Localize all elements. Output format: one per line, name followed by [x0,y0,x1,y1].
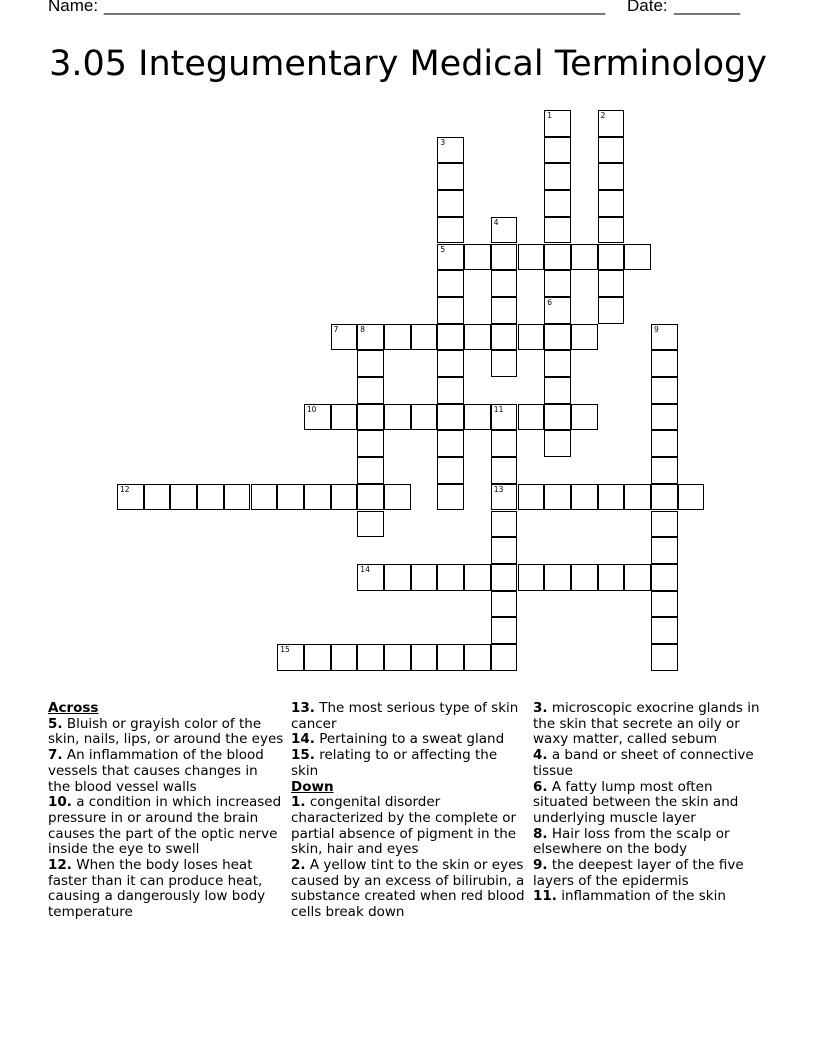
cell-number: 10 [306,404,317,414]
cell-number: 11 [493,404,504,414]
cell-number: 1 [547,111,552,120]
crossword-cell[interactable] [304,484,331,511]
crossword-cell[interactable] [437,324,464,351]
cell-number: 4 [493,217,499,227]
crossword-cell[interactable] [170,484,197,511]
crossword-cell[interactable] [437,270,464,297]
crossword-cell[interactable] [571,404,598,431]
crossword-cell[interactable] [411,644,438,671]
date-field-line[interactable]: _______ [674,0,741,15]
crossword-cell[interactable] [598,244,625,271]
clue-number: 13. [291,700,315,716]
clue-text: An inflammation of the blood vessels that causes changes in the blood vessel walls [48,747,264,795]
crossword-cell[interactable] [144,484,171,511]
page-title: 3.05 Integumentary Medical Terminology [49,44,767,84]
crossword-cell[interactable] [651,404,678,431]
crossword-cell[interactable] [491,430,518,457]
crossword-cell[interactable] [491,217,518,244]
crossword-cell[interactable] [331,644,358,671]
crossword-cell[interactable] [544,163,571,190]
crossword-cell[interactable] [651,564,678,591]
crossword-cell[interactable] [678,484,705,511]
crossword-cell[interactable] [544,430,571,457]
crossword-cell[interactable] [624,244,651,271]
crossword-cell[interactable] [437,190,464,217]
clue-text: congenital disorder characterized by the complete or partial absence of pigment in the skin, hair and eyes [291,794,517,858]
clue-across-12 [48,858,284,921]
clue-text: microscopic exocrine glands in the skin that secrete an oily or waxy matter, called sebum [533,700,760,748]
clue-number: 1. [291,794,306,811]
crossword-cell[interactable] [651,644,678,671]
crossword-cell[interactable] [197,484,224,511]
crossword-cell[interactable] [651,350,678,377]
crossword-cell[interactable] [464,324,491,351]
crossword-cell[interactable] [598,163,625,190]
crossword-cell[interactable] [571,324,598,351]
crossword-cell[interactable] [357,484,384,511]
clue-down-8 [533,827,769,858]
crossword-cell[interactable] [491,564,518,591]
crossword-cell[interactable] [357,564,384,591]
crossword-cell[interactable] [544,190,571,217]
crossword-cell[interactable] [598,137,625,164]
crossword-cell[interactable] [437,564,464,591]
crossword-cell[interactable] [251,484,278,511]
clue-down-9 [533,858,769,889]
clue-across-10 [48,795,284,858]
crossword-cell[interactable] [598,484,625,511]
clue-across-13 [291,701,527,732]
crossword-cell[interactable] [357,350,384,377]
clue-down-6 [533,780,769,827]
clue-number: 3. [533,700,548,716]
name-label: Name: [48,0,99,15]
crossword-cell[interactable] [518,324,545,351]
crossword-cell[interactable] [571,244,598,271]
crossword-cell[interactable] [651,377,678,404]
clue-number: 5. [48,715,63,732]
crossword-cell[interactable] [651,430,678,457]
clue-down-11 [533,889,769,905]
crossword-cell[interactable] [544,350,571,377]
clue-text: Hair loss from the scalp or elsewhere on the body [533,825,730,858]
crossword-cell[interactable] [357,457,384,484]
cell-number: 6 [547,297,552,307]
crossword-cell[interactable] [598,270,625,297]
crossword-cell[interactable] [437,217,464,244]
clue-across-14 [291,732,527,748]
crossword-cell[interactable] [277,484,304,511]
crossword-cell[interactable] [437,457,464,484]
crossword-cell[interactable] [491,591,518,618]
clue-text: the deepest layer of the five layers of the epidermis [533,857,744,889]
crossword-cell[interactable] [437,377,464,404]
crossword-cell[interactable] [304,404,331,431]
crossword-cell[interactable] [491,644,518,671]
cell-number: 14 [360,564,370,574]
clue-text: When the body loses heat faster than it can produce heat, causing a dangerously low body temperature [48,857,266,921]
crossword-cell[interactable] [651,511,678,538]
cell-number: 3 [440,137,446,147]
crossword-cell[interactable] [571,484,598,511]
clue-text: a condition in which increased pressure in or around the brain causes the part of the optic nerve inside the eye to swell [48,794,282,858]
crossword-cell[interactable] [598,297,625,324]
crossword-cell[interactable] [464,404,491,431]
crossword-cell[interactable] [437,163,464,190]
crossword-cell[interactable] [464,564,491,591]
clue-number: 8. [533,825,548,842]
crossword-cell[interactable] [464,244,491,271]
crossword-cell[interactable] [357,511,384,538]
crossword-cell[interactable] [437,430,464,457]
across-heading: Across [48,700,99,716]
clue-number: 11. [533,888,557,905]
crossword-cell[interactable] [491,244,518,271]
crossword-cell[interactable] [437,484,464,511]
crossword-cell[interactable] [277,644,304,671]
date-label: Date: [627,0,668,15]
crossword-cell[interactable] [491,537,518,564]
crossword-cell[interactable] [491,350,518,377]
crossword-cell[interactable] [544,270,571,297]
crossword-cell[interactable] [464,644,491,671]
clues-column-1 [48,701,284,921]
clue-number: 14. [291,731,315,748]
clue-text: A yellow tint to the skin or eyes caused by an excess of bilirubin, a substance created when red blood cells break down [291,857,525,921]
crossword-cell[interactable] [491,297,518,324]
crossword-cell[interactable] [357,324,384,351]
crossword-cell[interactable] [624,564,651,591]
crossword-cell[interactable] [544,564,571,591]
clue-number: 6. [533,778,548,795]
clue-number: 4. [533,747,548,764]
clue-down-4 [533,748,769,779]
cell-number: 13 [493,484,504,494]
cell-number: 15 [280,645,290,654]
crossword-cell[interactable] [518,244,545,271]
crossword-cell[interactable] [331,324,358,351]
clue-number: 10. [48,794,72,811]
crossword-cell[interactable] [384,324,411,351]
crossword-cell[interactable] [224,484,251,511]
crossword-cell[interactable] [384,404,411,431]
clue-down-1 [291,795,527,858]
crossword-cell[interactable] [384,644,411,671]
clue-text: relating to or affecting the skin [291,747,498,779]
clues-column-3 [533,701,769,905]
crossword-cell[interactable] [598,217,625,244]
crossword-cell[interactable] [598,564,625,591]
clue-number: 2. [291,857,306,874]
crossword-cell[interactable] [651,457,678,484]
crossword-cell[interactable] [544,324,571,351]
crossword-cell[interactable] [384,484,411,511]
clue-text: inflammation of the skin [561,888,726,905]
clue-number: 9. [533,857,548,874]
cell-number: 12 [120,484,130,494]
crossword-cell[interactable] [491,457,518,484]
crossword-cell[interactable] [518,404,545,431]
crossword-cell[interactable] [651,324,678,351]
crossword-cell[interactable] [411,564,438,591]
clue-across-7 [48,748,284,795]
clue-text: Pertaining to a sweat gland [319,731,505,748]
crossword-cell[interactable] [544,297,571,324]
crossword-cell[interactable] [598,190,625,217]
crossword-cell[interactable] [411,324,438,351]
crossword-cell[interactable] [384,564,411,591]
clue-text: Bluish or grayish color of the skin, nails, lips, or around the eyes [48,715,284,748]
crossword-cell[interactable] [437,350,464,377]
clue-number: 7. [48,747,63,764]
crossword-cell[interactable] [304,644,331,671]
cell-number: 5 [440,244,446,254]
crossword-cell[interactable] [491,511,518,538]
crossword-cell[interactable] [357,430,384,457]
crossword-cell[interactable] [491,484,518,511]
crossword-cell[interactable] [357,404,384,431]
crossword-cell[interactable] [571,564,598,591]
crossword-cell[interactable] [624,484,651,511]
clue-across-5 [48,717,284,748]
down-heading: Down [291,778,334,795]
cell-number: 8 [360,324,366,334]
crossword-cell[interactable] [598,110,625,137]
crossword-cell[interactable] [357,644,384,671]
crossword-cell[interactable] [437,644,464,671]
cell-number: 9 [654,324,659,334]
crossword-cell[interactable] [491,270,518,297]
crossword-cell[interactable] [331,404,358,431]
crossword-cell[interactable] [518,564,545,591]
crossword-cell[interactable] [651,617,678,644]
clues-column-2 [291,701,527,921]
crossword-cell[interactable] [437,404,464,431]
crossword-cell[interactable] [518,484,545,511]
crossword-cell[interactable] [544,377,571,404]
clue-across-15 [291,748,527,779]
clue-number: 15. [291,747,315,764]
cell-number: 7 [333,324,339,334]
clue-down-3 [533,701,769,748]
crossword-cell[interactable] [544,484,571,511]
crossword-cell[interactable] [544,217,571,244]
crossword-cell[interactable] [331,484,358,511]
clue-text: A fatty lump most often situated between the skin and underlying muscle layer [533,778,739,826]
header [48,0,748,20]
crossword-cell[interactable] [437,137,464,164]
clue-number: 12. [48,857,72,874]
cell-number: 2 [600,111,606,120]
crossword-cell[interactable] [437,297,464,324]
crossword-cell[interactable] [357,377,384,404]
crossword-cell[interactable] [544,404,571,431]
crossword-cell[interactable] [651,484,678,511]
crossword-cell[interactable] [411,404,438,431]
crossword-cell[interactable] [651,591,678,618]
crossword-cell[interactable] [651,537,678,564]
clue-down-2 [291,858,527,921]
clue-text: The most serious type of skin cancer [291,700,519,732]
crossword-cell[interactable] [491,324,518,351]
crossword-cell[interactable] [437,244,464,271]
crossword-cell[interactable] [491,617,518,644]
clue-text: a band or sheet of connective tissue [533,747,754,779]
crossword-cell[interactable] [544,110,571,137]
crossword-cell[interactable] [491,404,518,431]
name-field-line[interactable]: _____________________________________________________ [104,0,606,15]
crossword-cell[interactable] [544,137,571,164]
crossword-cell[interactable] [544,244,571,271]
crossword-cell[interactable] [117,484,144,511]
